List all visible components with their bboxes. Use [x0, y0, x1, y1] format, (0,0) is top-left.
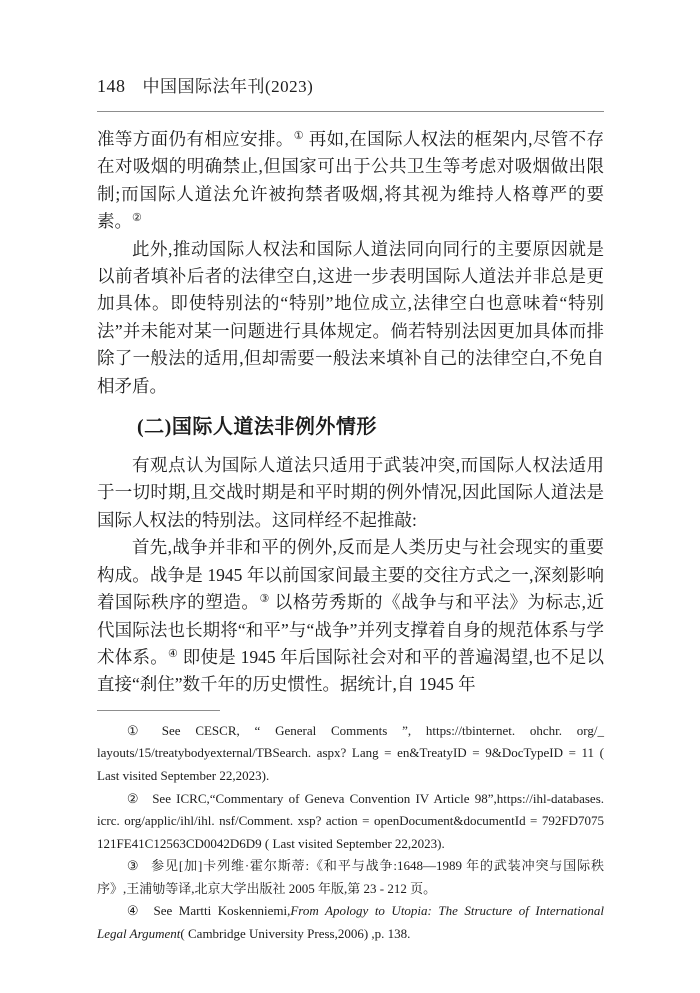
- footnote-text: See ICRC,“Commentary of Geneva Convention IV Article 98”,https://ihl-databases. icrc. org/applic/ihl/ihl. nsf/Comment. xsp? action = openDocument&documentId = 792FD7075 121FE41C12563CD0042D6D9 ( Last visited September 22,2023).: [97, 790, 605, 851]
- footnote: [97, 855, 604, 900]
- footnotes: [97, 720, 604, 946]
- paragraph: [97, 126, 604, 236]
- footnote-number: ②: [126, 790, 141, 806]
- footnote-text: 参见[加]卡列维·霍尔斯蒂:《和平与战争:1648—1989 年的武装冲突与国际秩序》,王浦劬等译,北京大学出版社 2005 年版,第 23 - 212 页。: [97, 858, 605, 896]
- footnote: [97, 788, 604, 856]
- footnote-number: ①: [126, 722, 151, 738]
- footnote-text: See Martti Koskenniemi,: [153, 903, 291, 919]
- paragraph: [97, 534, 604, 698]
- footnote-number: ④: [126, 903, 142, 919]
- footnote-ref: ③: [259, 593, 270, 606]
- paragraph: [97, 452, 604, 534]
- paragraph: [97, 236, 604, 400]
- text-run: 再如,在国际人权法的框架内,尽管不存在对吸烟的明确禁止,但国家可出于公共卫生等考虑对吸烟做出限制;而国际人道法允许被拘禁者吸烟,将其视为维持人格尊严的要素。: [97, 129, 604, 232]
- text-run: 首先,战争并非和平的例外,反而是人类历史与社会现实的重要构成。战争是 1945 年以前国家间最主要的交往方式之一,深刻影响着国际秩序的塑造。: [97, 537, 604, 613]
- text-run: 有观点认为国际人道法只适用于武装冲突,而国际人权法适用于一切时期,且交战时期是和平时期的例外情况,因此国际人道法是国际人权法的特别法。这同样经不起推敲:: [97, 455, 604, 530]
- footnote-text: ( Cambridge University Press,2006) ,p. 138.: [180, 926, 411, 942]
- footnote-text: See CESCR, “ General Comments ”, https://tbinternet. ohchr. org/_ layouts/15/treatybodyexternal/TBSearch. aspx? Lang = en&TreatyID = 9&DocTypeID = 11 ( Last visited September 22,2023).: [97, 722, 604, 783]
- body-content: [97, 126, 604, 699]
- footnote-ref: ④: [167, 647, 179, 660]
- page-number: 148: [97, 76, 126, 96]
- text-run: 此外,推动国际人权法和国际人道法同向同行的主要原因就是以前者填补后者的法律空白,这进一步表明国际人道法并非总是更加具体。即使特别法的“特别”地位成立,法律空白也意味着“特别法”并未能对某一问题进行具体规定。倘若特别法因更加具体而排除了一般法的适用,但却需要一般法来填补自己的法律空白,不免自相矛盾。: [97, 238, 604, 396]
- page-header: [97, 76, 604, 97]
- footnote-ref: ①: [293, 130, 304, 142]
- header-rule: [97, 111, 604, 112]
- footnote-text: From Apology to Utopia: The Structure of International Legal Argument: [97, 903, 604, 942]
- section-heading: (二)国际人道法非例外情形: [137, 416, 377, 439]
- footnote-ref: ②: [132, 212, 142, 225]
- text-run: 准等方面仍有相应安排。: [97, 129, 294, 149]
- text-run: 以格劳秀斯的《战争与和平法》为标志,近代国际法也长期将“和平”与“战争”并列支撑着自身的规范体系与学术体系。: [97, 592, 605, 667]
- footnote: [97, 720, 604, 788]
- text-run: 即使是 1945 年后国际社会对和平的普遍渴望,也不足以直接“刹住”数千年的历史惯性。据统计,自 1945 年: [97, 646, 604, 695]
- footnote-separator: [97, 710, 220, 711]
- journal-title: 中国国际法年刊(2023): [142, 77, 314, 96]
- footnote-number: ③: [126, 858, 140, 874]
- footnote: [97, 900, 604, 945]
